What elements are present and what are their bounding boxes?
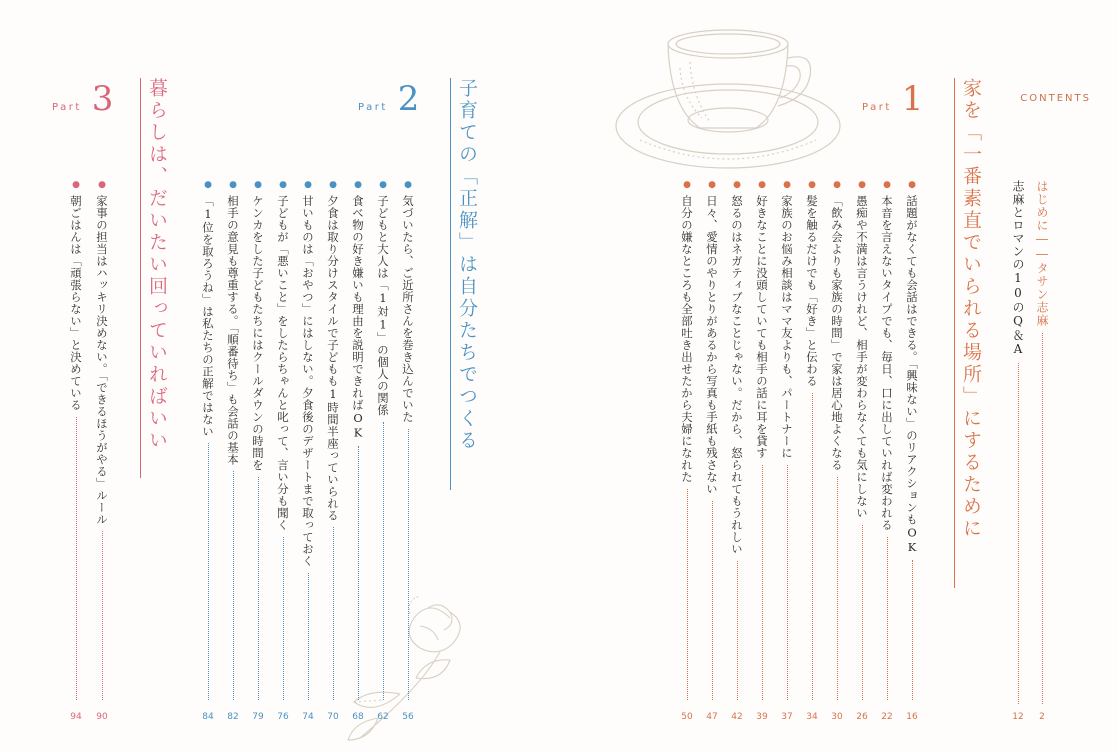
toc-item[interactable] bbox=[879, 180, 895, 700]
part-number: 3 bbox=[91, 79, 114, 119]
toc-item[interactable] bbox=[300, 180, 316, 700]
leader-dots bbox=[102, 531, 103, 700]
page-number: 84 bbox=[202, 712, 214, 722]
leader-dots bbox=[912, 560, 913, 700]
bullet-icon: ● bbox=[757, 180, 767, 191]
toc-item[interactable] bbox=[250, 180, 266, 700]
part-3-label bbox=[52, 79, 114, 119]
toc-item-text: 朝ごはんは「頑張らない」と決めている bbox=[69, 194, 83, 411]
toc-item-text: 本音を言えないタイプでも、毎日、口に出していれば変われる bbox=[880, 194, 894, 531]
toc-item[interactable] bbox=[754, 180, 770, 700]
part-1-label bbox=[862, 79, 924, 119]
page-number: 82 bbox=[227, 712, 239, 722]
leader-dots bbox=[812, 393, 813, 700]
toc-item-text: 髪を触るだけでも「好き」と伝わる bbox=[805, 194, 819, 387]
toc-item-text: 甘いものは「おやつ」にはしない。夕食後のデザートまで取っておく bbox=[301, 194, 315, 567]
bullet-icon: ● bbox=[97, 180, 107, 191]
bullet-icon: ● bbox=[203, 180, 213, 191]
leader-dots bbox=[233, 471, 234, 700]
leader-dots bbox=[358, 446, 359, 700]
leader-dots bbox=[1042, 333, 1043, 704]
bullet-icon: ● bbox=[707, 180, 717, 191]
bullet-icon: ● bbox=[228, 180, 238, 191]
leader-dots bbox=[712, 501, 713, 700]
contents-label: CONTENTS bbox=[1020, 93, 1091, 104]
leader-dots bbox=[208, 443, 209, 700]
page-number: 79 bbox=[252, 712, 264, 722]
page-number: 94 bbox=[70, 712, 82, 722]
toc-item[interactable] bbox=[679, 180, 695, 700]
toc-item[interactable] bbox=[904, 180, 920, 700]
toc-item-text: 食べ物の好き嫌いも理由を説明できればOK bbox=[351, 194, 365, 440]
toc-item[interactable] bbox=[350, 180, 366, 700]
page-number: 34 bbox=[806, 712, 818, 722]
bullet-icon: ● bbox=[732, 180, 742, 191]
bullet-icon: ● bbox=[782, 180, 792, 191]
intro-title: はじめに――タサン志麻 bbox=[1035, 180, 1049, 327]
bullet-icon: ● bbox=[378, 180, 388, 191]
toc-item-text: 夕食は取り分けスタイルで子どもも1時間半座っていられる bbox=[326, 194, 340, 522]
toc-item[interactable] bbox=[854, 180, 870, 700]
toc-item[interactable] bbox=[804, 180, 820, 700]
intro-qa[interactable] bbox=[1010, 180, 1027, 710]
part-word: Part bbox=[862, 102, 892, 113]
page-number: 70 bbox=[327, 712, 339, 722]
toc-item-text: 子どもと大人は「1対1」の個人の関係 bbox=[376, 194, 390, 416]
page-number: 22 bbox=[881, 712, 893, 722]
toc-item-text: 「1位を取ろうね」は私たちの正解ではない bbox=[201, 194, 215, 438]
page-number: 56 bbox=[402, 712, 414, 722]
page-number: 30 bbox=[831, 712, 843, 722]
toc-item-text: 怒るのはネガティブなことじゃない。だから、怒られてもうれしい bbox=[730, 194, 744, 555]
toc-item[interactable] bbox=[779, 180, 795, 700]
leader-dots bbox=[333, 527, 334, 700]
leader-dots bbox=[887, 537, 888, 700]
page-number: 42 bbox=[731, 712, 743, 722]
page-number: 47 bbox=[706, 712, 718, 722]
part-number: 2 bbox=[397, 79, 420, 119]
leader-dots bbox=[258, 477, 259, 700]
bullet-icon: ● bbox=[278, 180, 288, 191]
toc-item-text: 家族のお悩み相談はママ友よりも、パートナーに bbox=[780, 194, 794, 459]
toc-item-text: 好きなことに没頭していても相手の話に耳を貸す bbox=[755, 194, 769, 459]
leader-dots bbox=[687, 489, 688, 700]
toc-item[interactable] bbox=[375, 180, 391, 700]
page-number: 39 bbox=[756, 712, 768, 722]
toc-item[interactable] bbox=[325, 180, 341, 700]
toc-item-text: 気づいたら、ご近所さんを巻き込んでいた bbox=[401, 194, 415, 423]
bullet-icon: ● bbox=[907, 180, 917, 191]
page-number: 37 bbox=[781, 712, 793, 722]
toc-item-text: 「飲み会よりも家族の時間」で家は居心地よくなる bbox=[830, 194, 844, 471]
toc-item[interactable] bbox=[225, 180, 241, 700]
toc-item[interactable] bbox=[704, 180, 720, 700]
leader-dots bbox=[283, 537, 284, 700]
leader-dots bbox=[862, 525, 863, 700]
bullet-icon: ● bbox=[303, 180, 313, 191]
toc-item-text: 相手の意見も尊重する。「順番待ち」も会話の基本 bbox=[226, 194, 240, 465]
page-number: 26 bbox=[856, 712, 868, 722]
bullet-icon: ● bbox=[71, 180, 81, 191]
toc-item-text: 自分の嫌なところも全部吐き出せたから夫婦になれた bbox=[680, 194, 694, 483]
part-2-title: 子育ての「正解」は自分たちでつくる bbox=[450, 78, 476, 490]
toc-item-text: 日々、愛情のやりとりがあるから写真も手紙も残さない bbox=[705, 194, 719, 495]
teacup-illustration bbox=[610, 18, 845, 178]
toc-item-text: 子どもが「悪いこと」をしたらちゃんと叱って、言い分も聞く bbox=[276, 194, 290, 531]
bullet-icon: ● bbox=[807, 180, 817, 191]
toc-item-text: 家事の担当はハッキリ決めない。「できるほうがやる」ルール bbox=[95, 194, 109, 525]
bullet-icon: ● bbox=[353, 180, 363, 191]
toc-item[interactable] bbox=[200, 180, 216, 700]
page-number: 12 bbox=[1012, 712, 1024, 722]
toc-item[interactable] bbox=[400, 180, 416, 700]
toc-item-text: ケンカをした子どもたちにはクールダウンの時間を bbox=[251, 194, 265, 471]
intro-hajimeni[interactable] bbox=[1034, 180, 1051, 710]
leader-dots bbox=[408, 429, 409, 700]
leader-dots bbox=[383, 422, 384, 700]
toc-item-text: 愚痴や不満は言うけれど、相手が変わらなくても気にしない bbox=[855, 194, 869, 519]
leader-dots bbox=[308, 573, 309, 700]
intro-qa-title: 志麻とロマンの10のQ＆A bbox=[1011, 180, 1025, 357]
bullet-icon: ● bbox=[328, 180, 338, 191]
leader-dots bbox=[762, 465, 763, 700]
page-number: 16 bbox=[906, 712, 918, 722]
page-number: 62 bbox=[377, 712, 389, 722]
bullet-icon: ● bbox=[832, 180, 842, 191]
leader-dots bbox=[737, 561, 738, 700]
toc-item[interactable] bbox=[94, 180, 110, 700]
bullet-icon: ● bbox=[403, 180, 413, 191]
page-number: 74 bbox=[302, 712, 314, 722]
leader-dots bbox=[837, 477, 838, 700]
toc-item-text: 話題がなくても会話はできる。「興味ない」のリアクションもOK bbox=[905, 194, 919, 555]
part-number: 1 bbox=[901, 79, 924, 119]
toc-item[interactable] bbox=[275, 180, 291, 700]
leader-dots bbox=[787, 465, 788, 700]
leader-dots bbox=[1018, 363, 1019, 704]
toc-item[interactable] bbox=[729, 180, 745, 700]
leader-dots bbox=[76, 417, 77, 700]
page-number: 68 bbox=[352, 712, 364, 722]
part-2-label bbox=[358, 79, 420, 119]
page-number: 50 bbox=[681, 712, 693, 722]
bullet-icon: ● bbox=[253, 180, 263, 191]
bullet-icon: ● bbox=[682, 180, 692, 191]
page-number: 90 bbox=[96, 712, 108, 722]
page-number: 2 bbox=[1039, 712, 1045, 722]
page-number: 76 bbox=[277, 712, 289, 722]
part-word: Part bbox=[358, 102, 388, 113]
bullet-icon: ● bbox=[857, 180, 867, 191]
part-1-title: 家を「一番素直でいられる場所」にするために bbox=[954, 78, 980, 588]
toc-item[interactable] bbox=[68, 180, 84, 700]
toc-item[interactable] bbox=[829, 180, 845, 700]
part-3-title: 暮らしは、だいたい回っていればいい bbox=[140, 78, 166, 478]
bullet-icon: ● bbox=[882, 180, 892, 191]
part-word: Part bbox=[52, 102, 82, 113]
